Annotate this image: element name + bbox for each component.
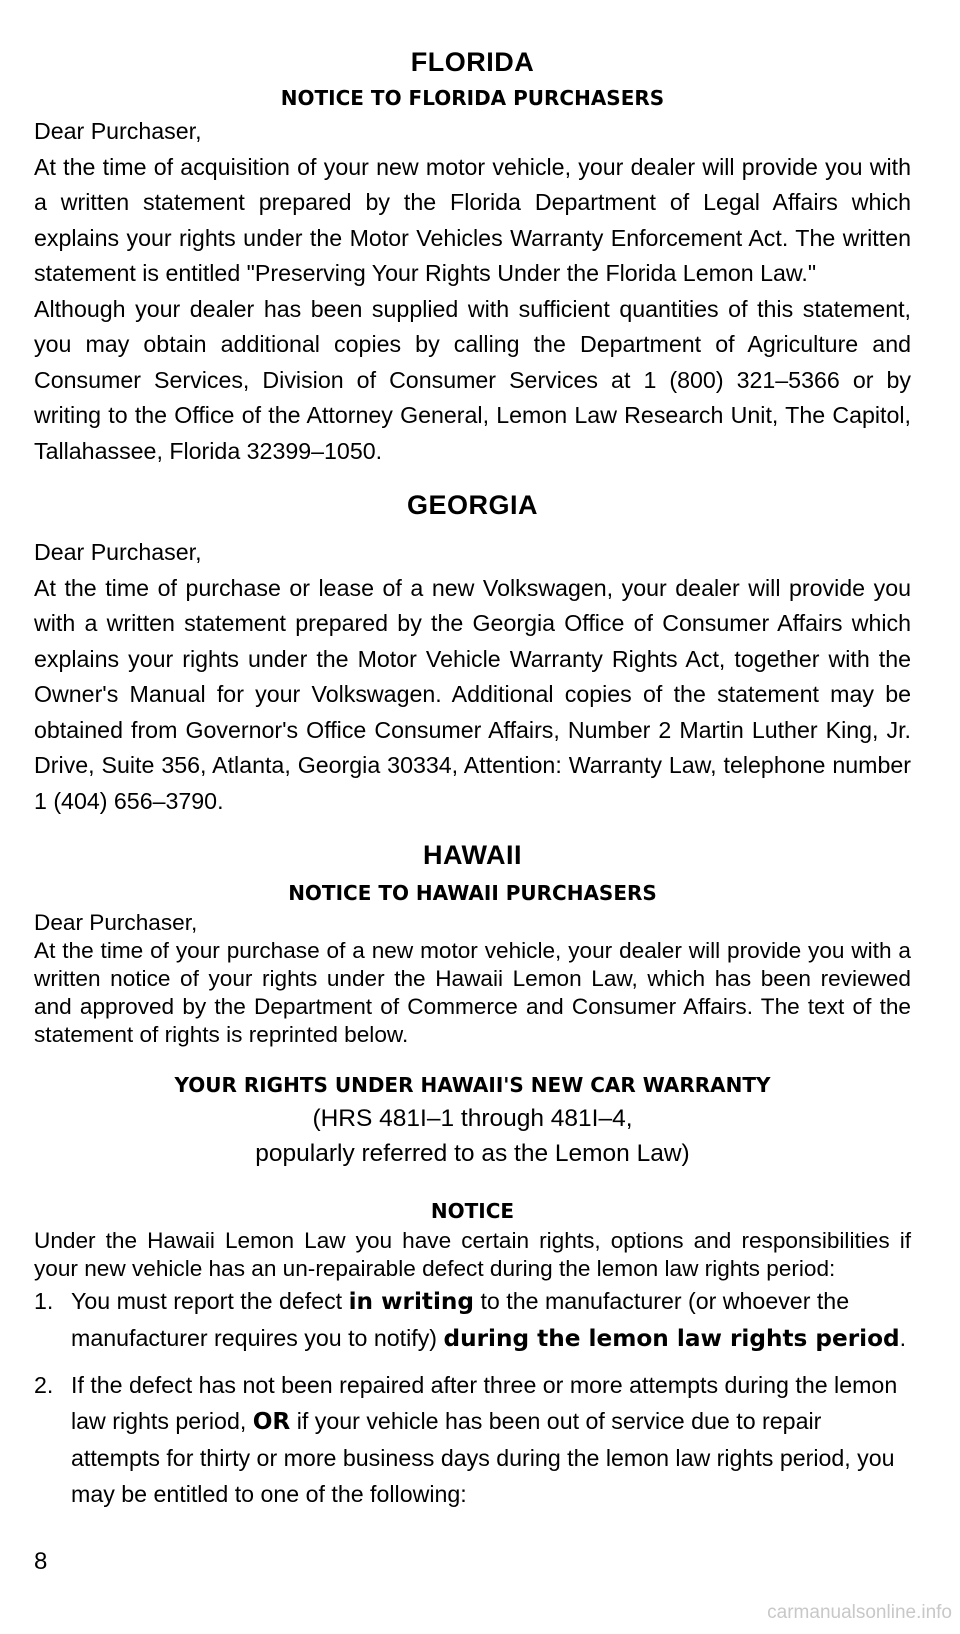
hawaii-salutation: Dear Purchaser, <box>34 910 198 935</box>
hawaii-paragraph-1: At the time of your purchase of a new motor vehicle, your dealer will provide you with a written notice of your rights under the Hawaii Lemon Law, which has been reviewed and approved by the Department of Commerce and Consumer Affairs. The text of the statement of rights is reprinted below. <box>34 938 911 1047</box>
item-text: if your vehicle has been out of service due to repair attempts for thirty or more business days during the lemon law rights period, you may be entitled to one of the following: <box>71 1408 895 1507</box>
georgia-section <box>34 487 911 819</box>
item-text: You must report the defect <box>71 1288 349 1314</box>
georgia-body <box>34 535 911 819</box>
florida-title: FLORIDA <box>410 47 535 77</box>
hawaii-rights-heading: YOUR RIGHTS UNDER HAWAII'S NEW CAR WARRANTY <box>174 1073 771 1097</box>
item-bold-text: during the lemon law rights period <box>443 1325 900 1352</box>
georgia-salutation: Dear Purchaser, <box>34 539 202 565</box>
florida-body <box>34 114 911 469</box>
hawaii-notice-heading: NOTICE TO HAWAII PURCHASERS <box>288 881 657 905</box>
florida-section <box>34 44 911 469</box>
georgia-title: GEORGIA <box>406 490 538 520</box>
item-number: 2. <box>34 1372 54 1398</box>
item-text: If the defect has not been repaired after three or more attempts during the lemon law rights period, <box>71 1372 898 1434</box>
list-item <box>34 1283 911 1357</box>
item-number: 1. <box>34 1288 54 1314</box>
hawaii-notice-body <box>34 1227 911 1283</box>
hawaii-body <box>34 909 911 1049</box>
item-bold-text: OR <box>252 1408 291 1435</box>
hawaii-rights-sub-1: (HRS 481I–1 through 481I–4, <box>312 1105 633 1132</box>
hawaii-title: HAWAII <box>422 840 522 870</box>
item-bold-text: in writing <box>348 1288 475 1315</box>
manual-page <box>34 44 911 1512</box>
watermark: carmanualsonline.info <box>767 1602 952 1623</box>
hawaii-rights-sub-2: popularly referred to as the Lemon Law) <box>255 1140 690 1167</box>
florida-notice-heading: NOTICE TO FLORIDA PURCHASERS <box>280 86 665 110</box>
hawaii-notice-intro: Under the Hawaii Lemon Law you have certain rights, options and responsibilities if your new vehicle has an un-repairable defect during the lemon law rights period: <box>34 1228 911 1281</box>
list-item <box>34 1367 911 1512</box>
florida-salutation: Dear Purchaser, <box>34 118 202 144</box>
florida-paragraph-2: Although your dealer has been supplied with sufficient quantities of this statement, you may obtain additional copies by calling the Department of Agriculture and Consumer Services, Division of Consumer Services at 1 (800) 321–5366 or by writing to the Office of the Attorney General, Lemon Law Research Unit, The Capitol, Tallahassee, Florida 32399–1050. <box>34 295 911 464</box>
hawaii-section <box>34 837 911 1512</box>
hawaii-notice-title: NOTICE <box>430 1199 515 1223</box>
page-number: 8 <box>34 1548 48 1575</box>
florida-paragraph-1: At the time of acquisition of your new motor vehicle, your dealer will provide you with a written statement prepared by the Florida Department of Legal Affairs which explains your rights under the Motor Vehicles Warranty Enforcement Act. The written statement is entitled "Preserving Your Rights Under the Florida Lemon Law." <box>34 153 911 286</box>
georgia-paragraph-1: At the time of purchase or lease of a new Volkswagen, your dealer will provide you with a written statement prepared by the Georgia Office of Consumer Affairs which explains your rights under the Motor Vehicle Warranty Rights Act, together with the Owner's Manual for your Volkswagen. Additional copies of the statement may be obtained from Governor's Office Consumer Affairs, Number 2 Martin Luther King, Jr. Drive, Suite 356, Atlanta, Georgia 30334, Attention: Warranty Law, telephone number 1 (404) 656–3790. <box>34 574 911 814</box>
item-text: . <box>899 1325 907 1351</box>
item-text: to the manufacturer (or whoever the manufacturer requires you to notify) <box>71 1288 850 1351</box>
rights-list <box>34 1283 911 1512</box>
